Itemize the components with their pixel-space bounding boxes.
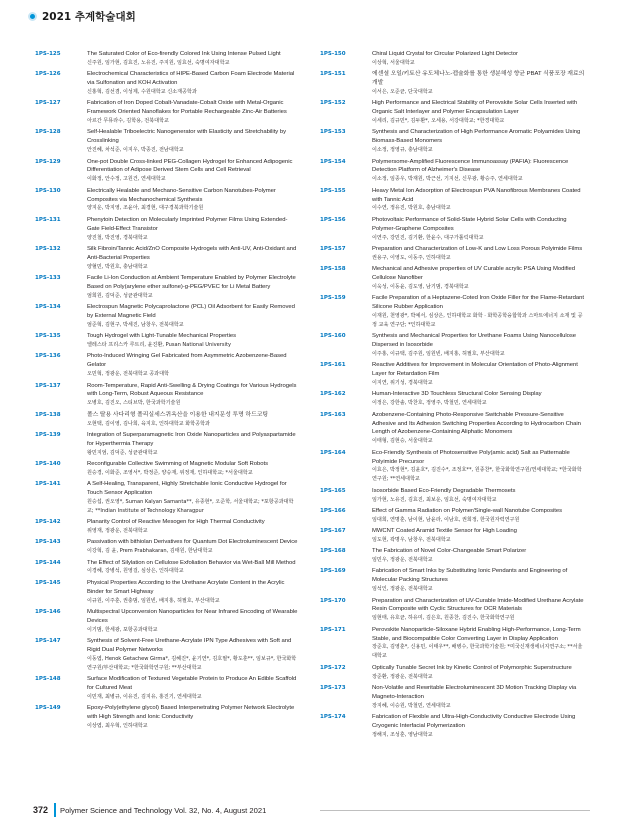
paper-authors: 이효은, 박정현*, 김윤호*, 김진수*, 조정호**, 원종찬*, 한국화학연구원/연세대학교; *한국화학연구원; **연세대학교 [372,467,582,483]
paper-authors: 원승경, 이화준, 조영서*, 박정준, 양승재, 위정재, 인하대학교; *서울대학교 [87,469,253,476]
paper-title: Facile Li-Ion Conduction at Ambient Temperature Enabled by Polymer Electrolyte Based on Poly(arylene ether sulfone)-g-PEG/PVEC for Li Metal Battery [87,274,296,290]
abstract-entry [35,518,300,536]
paper-title: Passivation with bithiolan Derivatives for Quantum Dot Electroluminescent Device [87,539,298,546]
abstract-entry [35,158,300,185]
paper-title: High Performance and Electrical Stability of Perovskite Solar Cells Inserted with Organic Salt Interlayer and Polymer Encapsulation Layer [372,100,578,116]
paper-authors: 왕민지엄, 김덕준, 성균관대학교 [87,449,158,456]
page-number: 372 [33,805,49,815]
entry-body [87,559,300,577]
paper-title: Preparation and Characterization of UV-Curable Imide-Modified Urethane Acrylate Resin Composite with Cyclic Structures for OCR Materials [372,597,584,613]
entry-body [372,158,585,185]
paper-title: Multispectral Upconversion Nanoparticles for Near Infrared Encoding of Wearable Devices [87,608,298,624]
entry-body [372,216,585,243]
abstract-entry [35,579,300,606]
paper-code: 1PS-149 [35,705,61,712]
entry-body [372,411,585,447]
paper-authors: 위영재, 정광운, 전북대학교 [87,528,148,535]
paper-authors: 이소정, 임종우, 박재원, 박근선, 기지선, 신무광, 황승주, 연세대학교 [372,176,523,183]
abstract-entry [35,411,300,429]
paper-title: Tough Hydrogel with Light-Tunable Mechanical Properties [87,333,237,340]
paper-authors: 이지연, 위기성, 경북대학교 [372,380,433,387]
abstract-entry [35,50,300,68]
paper-code: 1PS-174 [320,714,346,720]
entry-body [87,704,300,731]
paper-authors: 장지혜, 이승원, 박철민, 연세대학교 [372,702,451,709]
entry-body [372,567,585,594]
abstract-entry [35,704,300,731]
paper-title: Polymersome-Amplified Fluorescence Immunoassay (PAFIA): Fluorescence Detection Platform of Alzheimer's Disease [372,158,569,174]
paper-title: Reactive Additives for Improvement in Molecular Orientation of Photo-Alignment Layer for Retardation Film [372,362,578,378]
left-column [35,50,300,733]
paper-title: Physical Properties According to the Urethane Acrylate Content in the Acrylic Binder for Smart Highway [87,579,285,595]
entry-body [87,303,300,330]
paper-authors: 임현태, 유호균, 하유미, 김은호, 원종찬, 김진수, 한국화학연구원 [372,615,515,622]
right-column [320,50,585,742]
paper-code: 1PS-144 [35,559,61,566]
paper-title: Silk Fibroin/Tannic Acid/ZnO Composite Hydrogels with Anti-UV, Anti-Oxidant and Anti-Bacterial Properties [87,245,297,261]
entry-body [87,352,300,379]
paper-authors: 이태형, 김현승, 서울대학교 [372,438,433,445]
paper-code: 1PS-154 [320,158,346,165]
entry-body [372,390,585,408]
paper-code: 1PS-129 [35,158,61,165]
paper-title: Facile Preparation of a Heptazene-Coted Iron Oxide Filler for the Flame-Retardant Silicone Rubber Application [372,295,585,311]
entry-body [87,608,300,635]
abstract-entry [35,216,300,243]
entry-body [87,99,300,126]
paper-code: 1PS-159 [320,295,346,302]
paper-code: 1PS-155 [320,187,346,194]
paper-code: 1PS-133 [35,274,61,281]
paper-title: MWCNT Coated Aramid Textile Sensor for High Loading [372,528,517,535]
entry-body [87,382,300,409]
paper-authors: 양진철, 박진영, 경북대학교 [87,234,148,241]
journal-citation: Polymer Science and Technology Vol. 32, No. 4, August 2021 [60,806,267,815]
paper-code: 1PS-125 [35,51,61,57]
entry-body [87,245,300,272]
abstract-entry [320,527,585,545]
paper-code: 1PS-148 [35,675,61,682]
paper-authors: 오민혁, 정광운, 전북대학교 공과대학 [87,371,169,378]
paper-code: 1PS-145 [35,579,61,586]
paper-title: Optically Tunable Secret Ink by Kinetic Control of Polymorphic Superstructure [372,664,572,671]
paper-code: 1PS-150 [320,51,346,57]
paper-authors: 이주홍, 이규택, 김주원, 임원빈, 배지홍, 허필호, 부산대학교 [372,351,505,357]
paper-title: Effect of Gamma Radiation on Polymer/Single-wall Nanotube Composites [372,507,563,514]
paper-code: 1PS-130 [35,187,61,194]
abstract-entry [320,390,585,408]
paper-code: 1PS-165 [320,487,346,494]
entry-body [372,626,585,662]
paper-authors: 신주원, 임가현, 김효진, 노유진, 주지원, 임효선, 숙명여자대학교 [87,59,230,66]
paper-title: Planarity Control of Reactive Mesogen for High Thermal Conductivity [87,519,265,526]
paper-title: Fabrication of Flexible and Ultra-High-Conductivity Conductive Electrode Using Cryogenic Interfacial Polymerization [372,714,576,729]
paper-authors: 정해지, 조성훈, 영남대학교 [372,731,433,738]
paper-authors: 안진혜, 차석준, 이지우, 박종진, 전남대학교 [87,147,184,154]
paper-code: 1PS-146 [35,608,61,615]
entry-body [87,675,300,702]
paper-code: 1PS-128 [35,129,61,136]
abstract-entry [320,265,585,292]
abstract-entry [35,675,300,702]
paper-authors: 이기범, 한세광, 포항공과대학교 [87,626,158,633]
footer-rule [320,810,590,811]
paper-authors: 임가현, 노유진, 김효진, 최보운, 임효선, 숙명여자대학교 [372,496,497,503]
paper-authors: 양지운, 박지영, 조윤아, 최경현, 대구경북과학기술원 [87,205,204,212]
abstract-entry [320,684,585,711]
paper-authors: 장준호, 김영훈*, 신용민, 이태우**, 배병수, 한국과학기술원; *미국신재생에너지연구소; **서울대학교 [372,644,583,660]
abstract-entry [35,99,300,126]
entry-body [372,332,585,359]
abstract-entry [320,332,585,359]
paper-code: 1PS-132 [35,245,61,252]
paper-code: 1PS-160 [320,333,346,340]
paper-code: 1PS-163 [320,411,346,418]
paper-title: Perovskite Nanoparticle-Siloxane Hybrid Enabling High-Performance, Long-Term Stable, and Biocompatible Color Converting Layer in Display Application [372,626,581,642]
paper-code: 1PS-161 [320,362,346,369]
paper-title: Photo-Induced Wringing Gel Fabricated from Asymmetric Azobenzene-Based Gelator [87,353,287,369]
entry-body [87,158,300,185]
abstract-entry [35,460,300,478]
abstract-entry [320,128,585,155]
paper-authors: 임도현, 곽명우, 남창우, 전북대학교 [372,536,451,543]
abstract-entry [320,99,585,126]
entry-body [372,187,585,214]
paper-title: Isosorbide Based Eco-Friendly Degradable Thermosets [372,487,516,494]
paper-title: One-pot Double Cross-linked PEG-Collagen Hydrogel for Enhanced Adipogenic Differentiation of Adipose Derived Stem Cells and Cell Retrieval [87,158,293,174]
paper-code: 1PS-171 [320,626,346,633]
paper-authors: 권용구, 이영도, 이동주, 인하대학교 [372,254,451,261]
paper-code: 1PS-138 [35,411,61,418]
paper-code: 1PS-140 [35,460,61,467]
paper-authors: 엄준혁, 김현구, 박세진, 남창우, 전북대학교 [87,321,184,328]
paper-code: 1PS-168 [320,548,346,555]
paper-authors: 오병호, 김진오, 스티브박, 한국과학기술원 [87,400,181,407]
abstract-entry [35,303,300,330]
paper-code: 1PS-158 [320,266,346,273]
abstract-entry [320,547,585,565]
paper-code: 1PS-166 [320,507,346,514]
entry-body [372,245,585,263]
paper-title: Azobenzene-Containing Photo-Responsive Switchable Pressure-Sensitive Adhesive and Its Adhesion Switching Properties According to Hydrocarbon Chain Length of Azobenzene-Containing Aliphatic Monomers [372,411,581,436]
paper-title: Photovoltaic Performance of Solid-State Hybrid Solar Cells with Conducting Polymer-Graphene Composites [372,216,567,232]
entry-body [87,332,300,350]
paper-code: 1PS-157 [320,245,346,252]
entry-body [87,431,300,458]
paper-authors: 이상혁, 서울대학교 [372,59,415,66]
paper-code: 1PS-143 [35,539,61,546]
abstract-entry [35,128,300,155]
paper-authors: 이화정, 안수정, 고원건, 연세대학교 [87,176,166,183]
paper-title: 에센셜 오일/키토산 유도체나노-캡슐화를 통한 생분해성 향균 PBAT 식품포장 재료의 개발 [372,71,585,87]
abstract-entry [320,487,585,505]
paper-code: 1PS-135 [35,333,61,340]
paper-title: Fabrication of Smart Inks by Substituting Ionic Pendants and Engineering of Molecular Packing Structures [372,568,568,584]
paper-authors: 이동엽, Henok Getachew Girma*, 김혜진*, 윤기연*, 김호필*, 황도훈**, 임보규*, 한국화학연구원/부산대학교; *한국화학연구원; **부산대학교 [87,655,297,671]
paper-authors: 이욱성, 이동윤, 김도영, 남기범, 경북대학교 [372,283,469,290]
entry-body [87,579,300,606]
entry-body [372,294,585,330]
paper-title: The Effect of Silylation on Cellulose Exfoliation Behavior via Wet-Ball Mill Method [87,559,296,566]
paper-title: The Fabrication of Novel Color-Changeable Smart Polarizer [372,548,527,555]
paper-title: Phenytoin Detection on Molecularly Imprinted Polymer Films Using Extended-Gate Field-Effect Transistor [87,216,288,232]
entry-body [372,128,585,155]
paper-authors: 이강혁, 김 윤, Prem Prabhakaran, 김태원, 한남대학교 [87,548,213,555]
entry-body [87,216,300,243]
paper-code: 1PS-172 [320,664,346,671]
paper-title: Reconfigurable Collective Swimming of Magnetic Modular Soft Robots [87,460,269,467]
entry-body [372,361,585,388]
abstract-entry [320,158,585,185]
abstract-entry [320,626,585,662]
abstract-entry [320,216,585,243]
entry-body [372,487,585,505]
page-footer [0,800,622,822]
abstract-entry [320,664,585,682]
entry-body [372,547,585,565]
paper-authors: 양혈민, 박원호, 충남대학교 [87,263,148,270]
entry-body [87,518,300,536]
paper-title: A Self-Healing, Transparent, Highly Stretchable Ionic Conductive Hydrogel for Touch Sensor Application [87,481,287,497]
paper-title: Synthesis and Characterization of High Performance Aromatic Polyamides Using Biomass-Based Monomers [372,129,581,145]
abstract-entry [35,480,300,516]
abstract-entry [35,637,300,673]
paper-code: 1PS-162 [320,391,346,398]
abstract-entry [320,713,585,740]
abstract-entry [320,70,585,97]
paper-authors: 원승섭, 권오영*, Suman Kalyan Samanta**, 유종현*, 오준학, 서울대학교; *포항공과대학교; **Indian Institute of Technology Kharagpur [87,498,294,514]
abstract-entry [320,449,585,485]
paper-title: Chiral Liquid Crystal for Circular Polarized Light Detector [372,51,518,57]
paper-title: Mechanical and Adhesive properties of UV Curable acrylic PSA Using Modified Cellulose Nanofiber [372,266,576,281]
paper-code: 1PS-170 [320,597,346,604]
entry-body [87,538,300,556]
paper-title: Non-Volatile and Rewritable Electroluminescent 3D Motion Tracking Display via Magneto-Interaction [372,684,577,700]
paper-authors: 임대희, 연명훈, 남이현, 남윤라, 이남호, 권희정, 한국원자력연구원 [372,516,520,523]
paper-title: Integration of Superparamagnetic Iron Oxide Nanoparticles and Polyaspartamide for Hyperthermia Therapy [87,431,296,447]
paper-title: Eco-Friendly Synthesis of Photosensitive Poly(amic acid) Salt as Patternable Polyimide Precursor [372,449,570,465]
paper-authors: 이정은, 강한솔, 박찬호, 정영주, 박철민, 연세대학교 [372,400,487,407]
paper-authors: 오현택, 김이영, 김나희, 육지호, 인하대학교 화학공학과 [87,420,210,427]
paper-title: 폴스 탈용 사다리형 폴리실세스퀴옥산을 이용한 내지문성 투명 하드코팅 [87,411,269,418]
paper-authors: 이세리, 김규민*, 김두환*, 오세용, 서강대학교; *한경대학교 [372,118,505,125]
paper-code: 1PS-137 [35,382,61,389]
paper-authors: 아르간 무뮤라수, 김학용, 전북대학교 [87,118,169,125]
abstract-entry [35,70,300,97]
paper-authors: 이연주, 강민진, 김기환, 한윤수, 대구가톨릭대학교 [372,234,484,241]
paper-title: Heavy Metal Ion Adsorption of Electrospun PVA Nanofibrous Membranes Coated with Tannic Acid [372,187,581,203]
paper-authors: 이규원, 이주훈, 권충범, 임원빈, 배지홍, 허필호, 부산대학교 [87,597,220,604]
entry-body [372,664,585,682]
paper-title: Self-Healable Triboelectric Nanogenerator with Elasticity and Stretchability by Crosslinking [87,129,286,145]
abstract-entry [320,361,585,388]
paper-authors: 엄희원, 김덕준, 성균관대학교 [87,292,153,299]
entry-body [372,449,585,485]
paper-authors: 이경혜, 강병석, 원영걸, 심상은, 인하대학교 [87,568,184,575]
paper-code: 1PS-127 [35,100,61,107]
entry-body [372,527,585,545]
paper-title: Electrospun Magnetic Polycaprolactone (PCL) Oil Adsorbent for Easily Removed by External Magnetic Field [87,304,295,319]
paper-code: 1PS-139 [35,431,61,438]
entry-body [87,460,300,478]
paper-authors: 임민우, 정광운, 전북대학교 [372,557,433,564]
abstract-entry [35,332,300,350]
entry-body [372,597,585,624]
abstract-entry [320,50,585,68]
entry-body [372,713,585,740]
page-header [28,9,136,24]
abstract-entry [35,608,300,635]
paper-authors: 이재원, 천영광*, 박예서, 심상은, 인하대학교 화학 · 화학공학융합학과 스마트에너지 소재 및 공정 교육 연구단; *인하대학교 [372,312,583,328]
paper-code: 1PS-126 [35,71,61,78]
paper-authors: 이상엽, 최우혁, 인하대학교 [87,722,148,729]
footer-divider [54,803,56,817]
paper-title: The Saturated Color of Eco-firendly Colored Ink Using Intense Pulsed Light [87,51,281,57]
header-title: 2021 추계학술대회 [42,11,136,23]
abstract-entry [35,538,300,556]
paper-title: Fabrication of Iron Doped Cobalt-Vanadate-Cobalt Oxide with Metal-Organic Framework Oriented Nanoflakes for Portable Rechargeable Zinc-Air Batteries [87,100,287,116]
paper-code: 1PS-136 [35,353,61,360]
paper-authors: 이서은, 오준균, 단국대학교 [372,89,433,96]
paper-title: Epoxy-Poly(ethylene glycol) Based Interpenetrating Polymer Network Electrolyte with High Strength and Ionic Conductivity [87,705,295,720]
paper-code: 1PS-141 [35,481,61,488]
paper-title: Electrochemical Characteristics of HIPE-Based Carbon Foam Electrode Material via Sulfonation and KOH Activation [87,71,295,87]
abstract-entry [320,411,585,447]
paper-code: 1PS-156 [320,216,346,223]
paper-title: Surface Modification of Textured Vegetable Protein to Produce An Edible Scaffold for Cultured Meat [87,675,297,691]
entry-body [87,70,300,97]
paper-authors: 이수연, 정유진, 박원호, 충남대학교 [372,205,451,212]
entry-body [372,99,585,126]
abstract-entry [35,274,300,301]
paper-code: 1PS-134 [35,304,61,311]
paper-title: Preparation and Characterization of Low-K and Low Loss Porous Polyimide Films [372,245,583,252]
abstract-entry [35,187,300,214]
paper-code: 1PS-152 [320,100,346,107]
abstract-entry [35,559,300,577]
paper-authors: 엘레스타 프리스카 루트리, 윤진환, Pusan National University [87,342,231,349]
paper-authors: 이민재, 최병규, 이유진, 김지유, 홍진기, 연세대학교 [87,693,202,700]
abstract-entry [35,382,300,409]
paper-code: 1PS-164 [320,449,346,456]
bullet-icon [28,12,37,21]
abstract-entry [320,187,585,214]
paper-code: 1PS-167 [320,528,346,535]
abstract-entry [320,507,585,525]
entry-body [87,128,300,155]
entry-body [372,265,585,292]
paper-code: 1PS-153 [320,129,346,136]
paper-authors: 신홍혁, 김선겸, 이성제, 수원대학교 신소재공학과 [87,89,197,96]
paper-code: 1PS-131 [35,216,61,223]
entry-body [372,50,585,68]
entry-body [372,684,585,711]
abstract-entry [320,245,585,263]
abstract-entry [35,431,300,458]
paper-code: 1PS-173 [320,684,346,691]
paper-authors: 이소정, 정영규, 충남대학교 [372,147,433,154]
entry-body [87,480,300,516]
abstract-entry [320,567,585,594]
paper-authors: 장준환, 정광운, 전북대학교 [372,673,433,680]
entry-body [372,507,585,525]
entry-body [87,274,300,301]
abstract-entry [320,294,585,330]
paper-title: Synthesis of Solvent-Free Urethane-Acrylate IPN Type Adhesives with Soft and Rigid Dual Polymer Networks [87,637,292,653]
paper-code: 1PS-169 [320,568,346,575]
entry-body [87,637,300,673]
abstract-entry [320,597,585,624]
paper-code: 1PS-151 [320,71,346,78]
entry-body [87,411,300,429]
paper-authors: 임석인, 정광운, 전북대학교 [372,586,433,593]
abstract-entry [35,245,300,272]
entry-body [87,50,300,68]
paper-code: 1PS-147 [35,637,61,644]
paper-title: Synthesis and Mechanical Properties for Urethane Foams Using Nanocellulose Dispersed in Isosorbide [372,333,577,349]
paper-title: Human-Interactive 3D Touchless Structural Color Sensing Display [372,391,542,398]
abstract-entry [35,352,300,379]
entry-body [372,70,585,97]
paper-title: Electrically Healable and Mechano-Sensitive Carbon Nanotubes-Polymer Composites via Mechanochemical Synthesis [87,187,276,203]
paper-code: 1PS-142 [35,519,61,526]
entry-body [87,187,300,214]
paper-title: Room-Temperature, Rapid Anti-Swelling & Drying Coatings for Various Hydrogels with Long-Term, Robust Aqueous Resistance [87,382,297,398]
